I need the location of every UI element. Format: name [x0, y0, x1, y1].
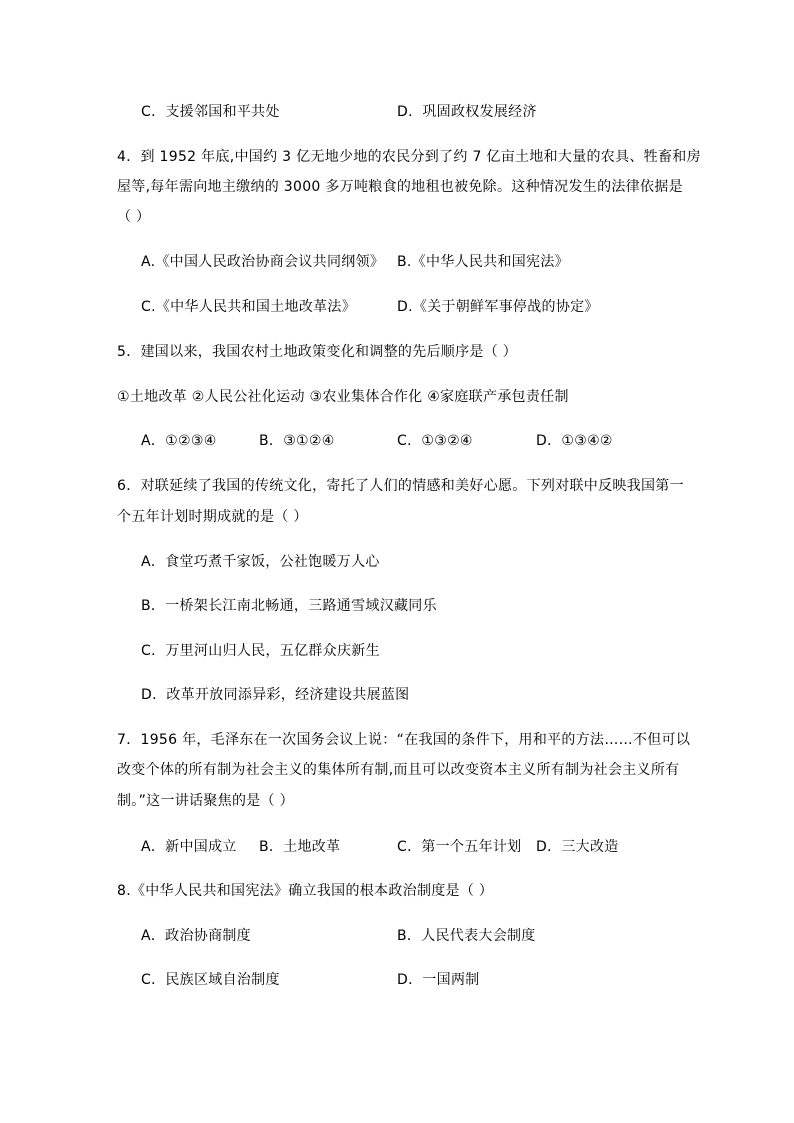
- q5-option-d: D．①③④②: [536, 433, 613, 449]
- q7-option-b: B．土地改革: [259, 839, 341, 855]
- q3-option-c: C．支援邻国和平共处: [141, 104, 280, 120]
- q4-stem-line3: （ ）: [117, 209, 151, 225]
- q4-option-b: B.《中华人民共和国宪法》: [397, 254, 569, 270]
- q6-stem-line1: 6．对联延续了我国的传统文化，寄托了人们的情感和美好心愿。下列对联中反映我国第一: [117, 478, 684, 494]
- q7-option-a: A．新中国成立: [141, 839, 237, 855]
- q3-option-d: D．巩固政权发展经济: [397, 104, 537, 120]
- q6-option-d: D．改革开放同添异彩，经济建设共展蓝图: [141, 687, 410, 703]
- q8-option-a: A．政治协商制度: [141, 928, 251, 944]
- q8-option-d: D．一国两制: [397, 972, 480, 988]
- q6-stem-line2: 个五年计划时期成就的是（ ）: [117, 509, 308, 525]
- q8-option-c: C．民族区域自治制度: [141, 972, 280, 988]
- q7-option-d: D．三大改造: [536, 839, 619, 855]
- q5-option-b: B．③①②④: [259, 433, 335, 449]
- q6-option-c: C．万里河山归人民，五亿群众庆新生: [141, 643, 380, 659]
- q6-option-b: B．一桥架长江南北畅通，三路通雪域汉藏同乐: [141, 598, 437, 614]
- q5-stem: 5．建国以来，我国农村土地政策变化和调整的先后顺序是（ ）: [117, 344, 518, 360]
- q7-stem-line3: 制。”这一讲话聚焦的是（ ）: [117, 793, 294, 809]
- q4-option-d: D.《关于朝鲜军事停战的协定》: [397, 299, 599, 315]
- q8-stem: 8.《中华人民共和国宪法》确立我国的根本政治制度是（ ）: [117, 883, 494, 899]
- q7-stem-line2: 改变个体的所有制为社会主义的集体所有制,而且可以改变资本主义所有制为社会主义所有: [117, 762, 680, 778]
- q5-option-a: A．①②③④: [141, 433, 217, 449]
- q7-option-c: C．第一个五年计划: [397, 839, 522, 855]
- q5-items: ①土地改革 ②人民公社化运动 ③农业集体合作化 ④家庭联产承包责任制: [117, 389, 569, 405]
- q4-option-a: A.《中国人民政治协商会议共同纲领》: [141, 254, 385, 270]
- q4-option-c: C.《中华人民共和国土地改革法》: [141, 299, 357, 315]
- q4-stem-line1: 4．到 1952 年底,中国约 3 亿无地少地的农民分到了约 7 亿亩土地和大量的农具、牲畜和房: [117, 149, 701, 165]
- q6-option-a: A．食堂巧煮千家饭，公社饱暖万人心: [141, 554, 380, 570]
- q5-option-c: C．①③②④: [397, 433, 473, 449]
- q8-option-b: B．人民代表大会制度: [397, 928, 536, 944]
- q4-stem-line2: 屋等,每年需向地主缴纳的 3000 多万吨粮食的地租也被免除。这种情况发生的法律依据是: [117, 179, 683, 195]
- q7-stem-line1: 7．1956 年，毛泽东在一次国务会议上说：“在我国的条件下，用和平的方法……不但可以: [117, 732, 691, 748]
